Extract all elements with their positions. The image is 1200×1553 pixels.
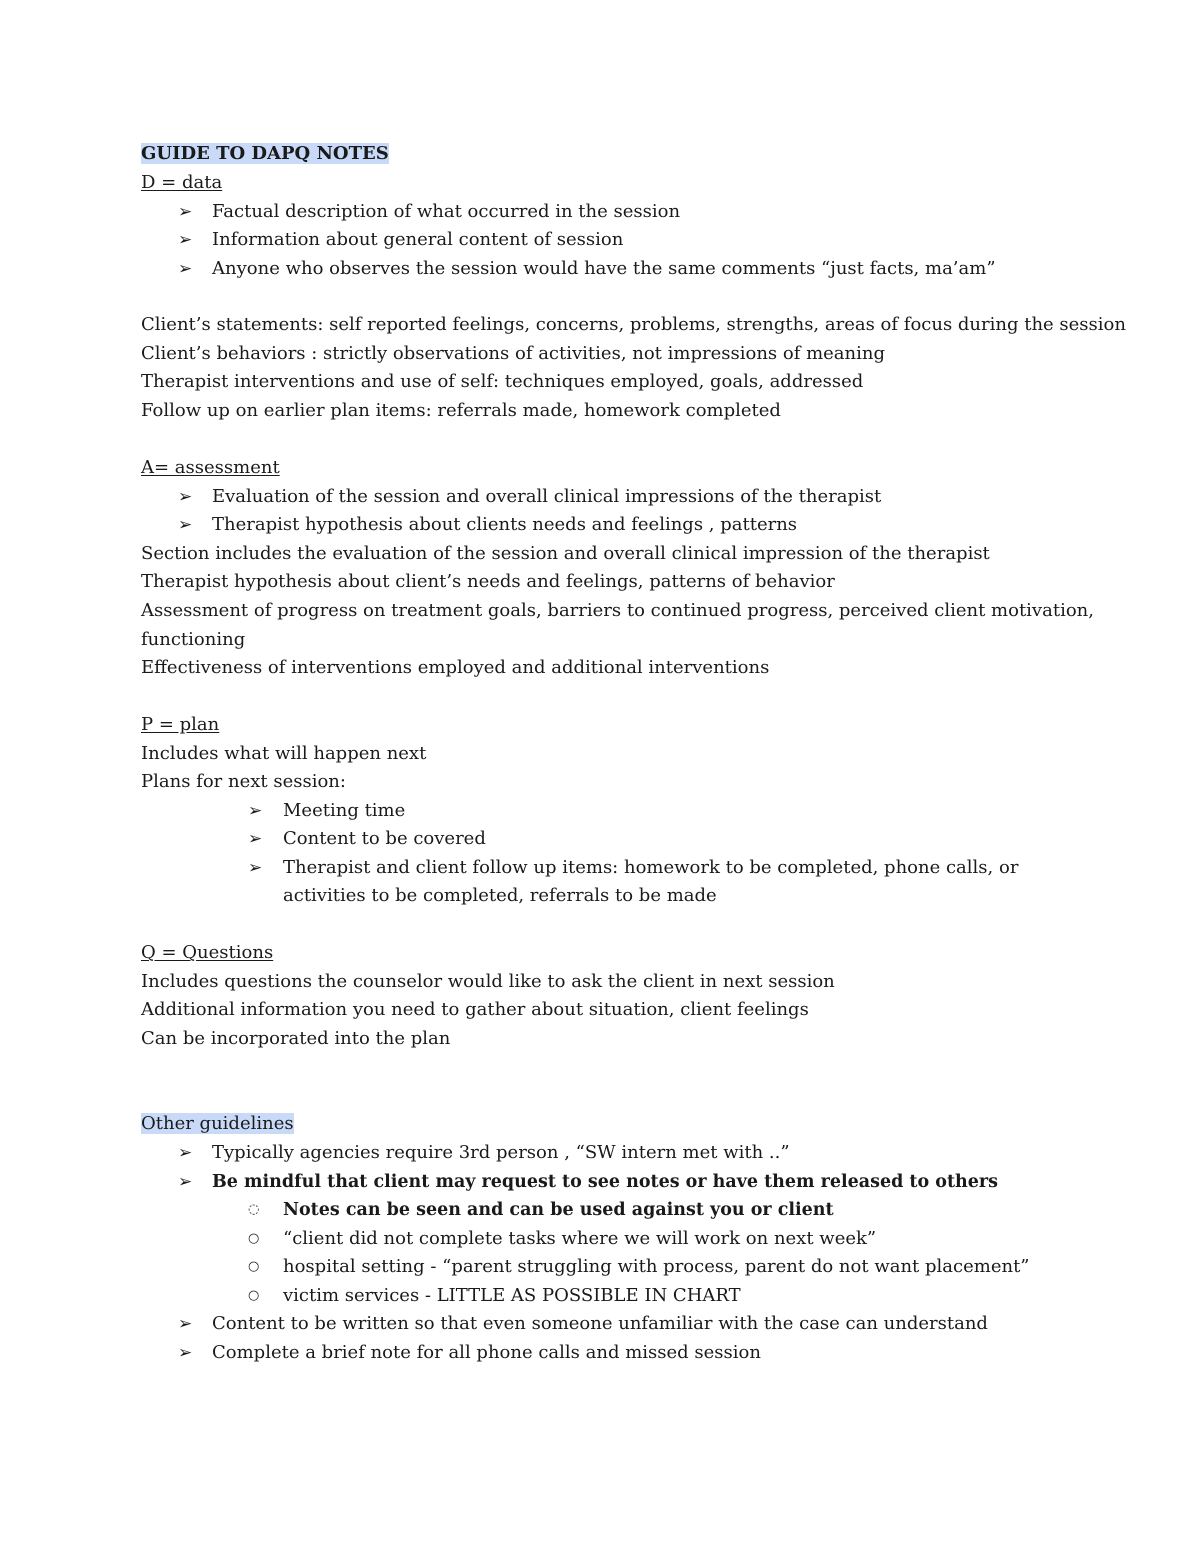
assessment-line: Therapist hypothesis about client’s needs and feelings, patterns of behavior — [141, 571, 835, 592]
plan-bullet: Meeting time — [283, 800, 406, 821]
arrow-bullet-icon: ➢ — [248, 801, 263, 821]
plan-line: Plans for next session: — [141, 771, 346, 792]
plan-heading-text: P = plan — [141, 714, 220, 735]
assessment-heading — [141, 454, 280, 482]
plan-bullet: Therapist and client follow up items: homework to be completed, phone calls, or — [283, 857, 1019, 878]
dotted-circle-bullet-icon: ◌ — [248, 1202, 260, 1217]
data-line: Client’s behaviors : strictly observations of activities, not impressions of meaning — [141, 343, 886, 364]
assessment-line: Assessment of progress on treatment goals, barriers to continued progress, perceived client motivation, — [141, 600, 1094, 621]
assessment-heading-text: A= assessment — [141, 457, 280, 478]
questions-line: Can be incorporated into the plan — [141, 1028, 451, 1049]
data-line: Follow up on earlier plan items: referrals made, homework completed — [141, 400, 781, 421]
assessment-line: Section includes the evaluation of the session and overall clinical impression of the therapist — [141, 543, 990, 564]
data-line: Client’s statements: self reported feelings, concerns, problems, strengths, areas of focus during the session — [141, 314, 1126, 335]
arrow-bullet-icon: ➢ — [178, 515, 193, 535]
plan-heading — [141, 711, 219, 739]
arrow-bullet-icon: ➢ — [178, 202, 193, 222]
data-bullet: Anyone who observes the session would have the same comments “just facts, ma’am” — [212, 258, 996, 279]
other-bullet: Content to be written so that even someone unfamiliar with the case can understand — [212, 1313, 988, 1334]
assessment-bullet: Evaluation of the session and overall clinical impressions of the therapist — [212, 486, 882, 507]
questions-heading-text: Q = Questions — [141, 942, 274, 963]
arrow-bullet-icon: ➢ — [178, 259, 193, 279]
questions-heading — [141, 939, 273, 967]
other-sub-bullet: victim services - LITTLE AS POSSIBLE IN CHART — [283, 1285, 741, 1306]
arrow-bullet-icon: ➢ — [178, 230, 193, 250]
questions-line: Additional information you need to gather about situation, client feelings — [141, 999, 809, 1020]
other-heading — [141, 1110, 294, 1138]
arrow-bullet-icon: ➢ — [248, 858, 263, 878]
arrow-bullet-icon: ➢ — [178, 1143, 193, 1163]
plan-line: Includes what will happen next — [141, 743, 427, 764]
assessment-bullet: Therapist hypothesis about clients needs and feelings , patterns — [212, 514, 798, 535]
assessment-line: functioning — [141, 629, 246, 650]
arrow-bullet-icon: ➢ — [178, 1343, 193, 1363]
title-text: GUIDE TO DAPQ NOTES — [141, 143, 389, 164]
arrow-bullet-icon: ➢ — [248, 829, 263, 849]
assessment-line: Effectiveness of interventions employed and additional interventions — [141, 657, 770, 678]
arrow-bullet-icon: ➢ — [178, 1314, 193, 1334]
other-sub-bullet: hospital setting - “parent struggling with process, parent do not want placement” — [283, 1256, 1030, 1277]
circle-bullet-icon: ○ — [248, 1231, 260, 1246]
data-heading — [141, 169, 222, 197]
other-sub-bullet-bold: Notes can be seen and can be used against you or client — [283, 1200, 834, 1220]
data-bullet: Factual description of what occurred in the session — [212, 201, 681, 222]
plan-bullet-continuation: activities to be completed, referrals to be made — [283, 885, 717, 906]
other-sub-bullet: “client did not complete tasks where we will work on next week” — [283, 1228, 877, 1249]
circle-bullet-icon: ○ — [248, 1288, 260, 1303]
other-bullet-bold: Be mindful that client may request to see notes or have them released to others — [212, 1172, 998, 1192]
questions-line: Includes questions the counselor would like to ask the client in next session — [141, 971, 835, 992]
other-bullet: Typically agencies require 3rd person , “SW intern met with ..” — [212, 1142, 790, 1163]
other-heading-text: Other guidelines — [141, 1113, 294, 1134]
data-heading-text: D = data — [141, 172, 223, 193]
data-bullet: Information about general content of session — [212, 229, 624, 250]
document-title — [141, 140, 389, 168]
arrow-bullet-icon: ➢ — [178, 1172, 193, 1192]
circle-bullet-icon: ○ — [248, 1259, 260, 1274]
plan-bullet: Content to be covered — [283, 828, 486, 849]
other-bullet: Complete a brief note for all phone calls and missed session — [212, 1342, 761, 1363]
arrow-bullet-icon: ➢ — [178, 487, 193, 507]
data-line: Therapist interventions and use of self: techniques employed, goals, addressed — [141, 371, 864, 392]
